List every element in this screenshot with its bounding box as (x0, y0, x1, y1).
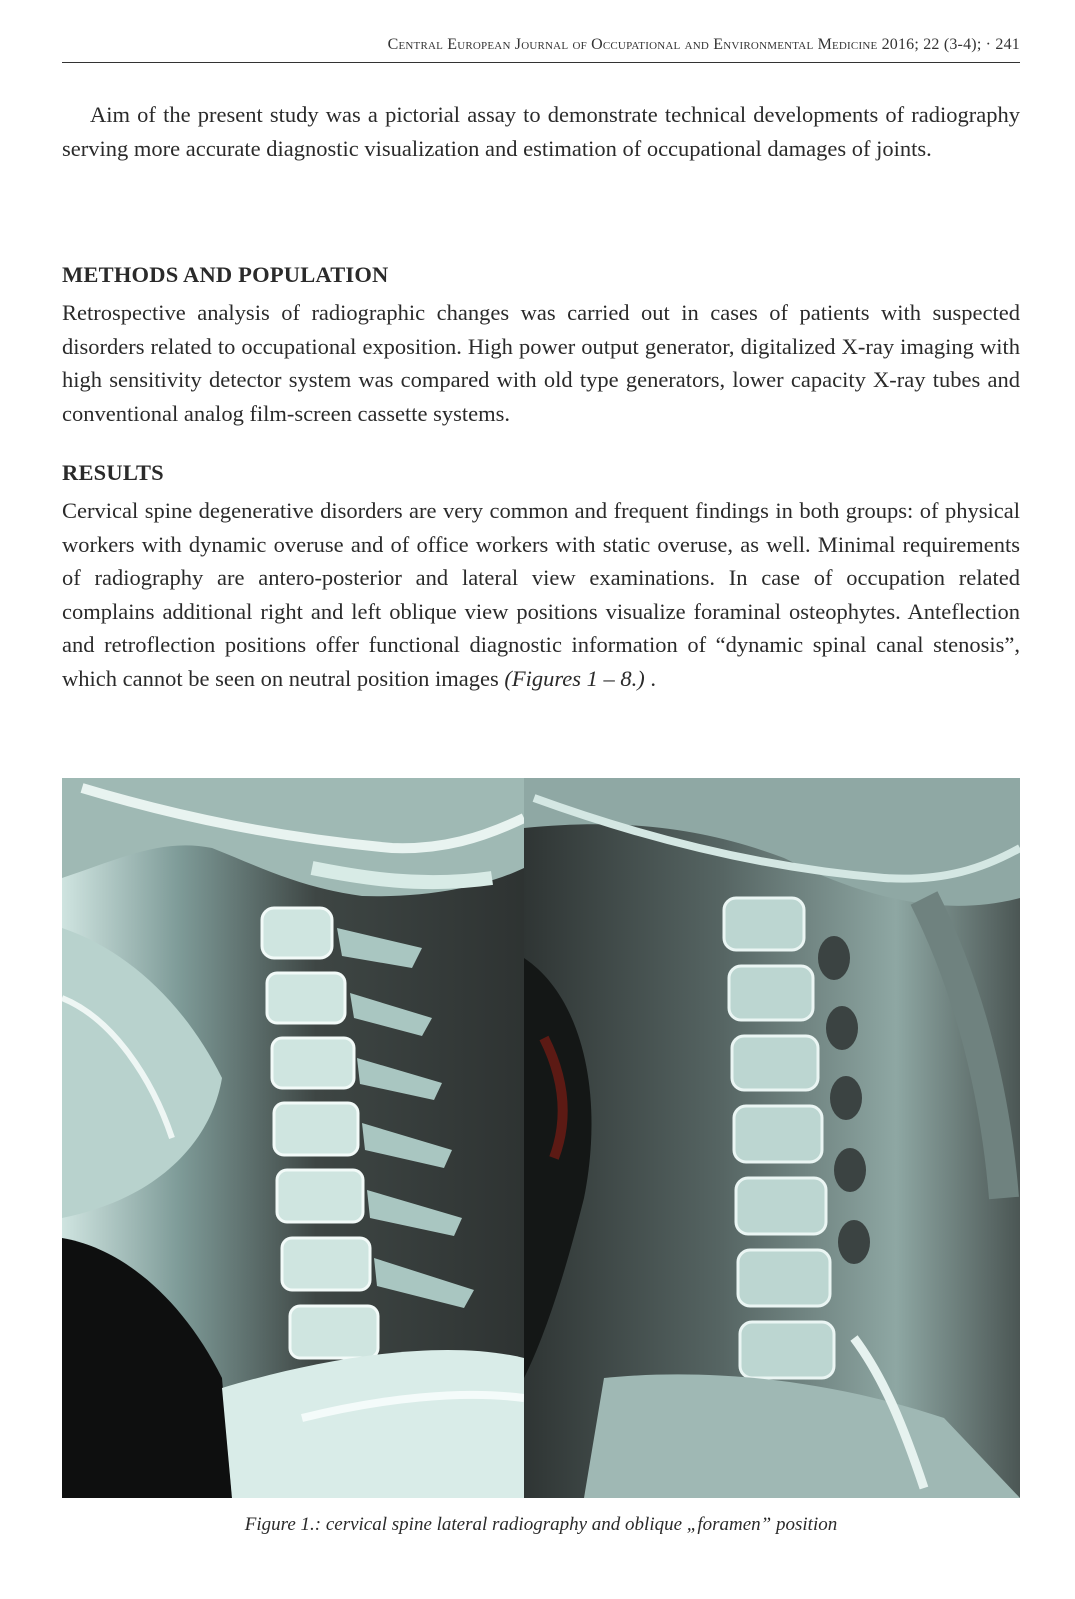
results-heading: RESULTS (62, 460, 164, 485)
running-header (62, 36, 1020, 63)
oblique-radiograph-image (524, 778, 1020, 1498)
lateral-radiograph-image (62, 778, 524, 1498)
figure-reference: (Figures 1 – 8.) (504, 665, 645, 691)
figure-1-radiographs (62, 778, 1020, 1498)
results-paragraph (62, 494, 1020, 695)
methods-heading: METHODS AND POPULATION (62, 262, 389, 287)
results-text-end: . (644, 665, 657, 691)
intro-paragraph: Aim of the present study was a pictorial assay to demonstrate technical developments of radiography serving more accurate diagnostic visualization and estimation of occupational damages of joints. (62, 102, 1020, 161)
figure-caption: Figure 1.: cervical spine lateral radiography and oblique „foramen” position (244, 1514, 838, 1535)
running-title: Central European Journal of Occupational and Environmental Medicine 2016; 22 (3-4); · 241 (387, 36, 1020, 53)
results-text: Cervical spine degenerative disorders are very common and frequent findings in both groups: of physical workers with dynamic overuse and of office workers with static overuse, as well. Minimal requirements of radiography are antero-posterior and lateral view examinations. In case of occupation related complains additional right and left oblique view positions visualize foraminal osteophytes. Anteflection and retroflection positions offer functional diagnostic information of “dynamic spinal canal stenosis”, which cannot be seen on neutral position images (62, 498, 1020, 691)
methods-paragraph: Retrospective analysis of radiographic changes was carried out in cases of patients with suspected disorders related to occupational exposition. High power output generator, digitalized X-ray imaging with high sensitivity detector system was compared with old type generators, lower capacity X-ray tubes and conventional analog film-screen cassette systems. (62, 300, 1020, 426)
